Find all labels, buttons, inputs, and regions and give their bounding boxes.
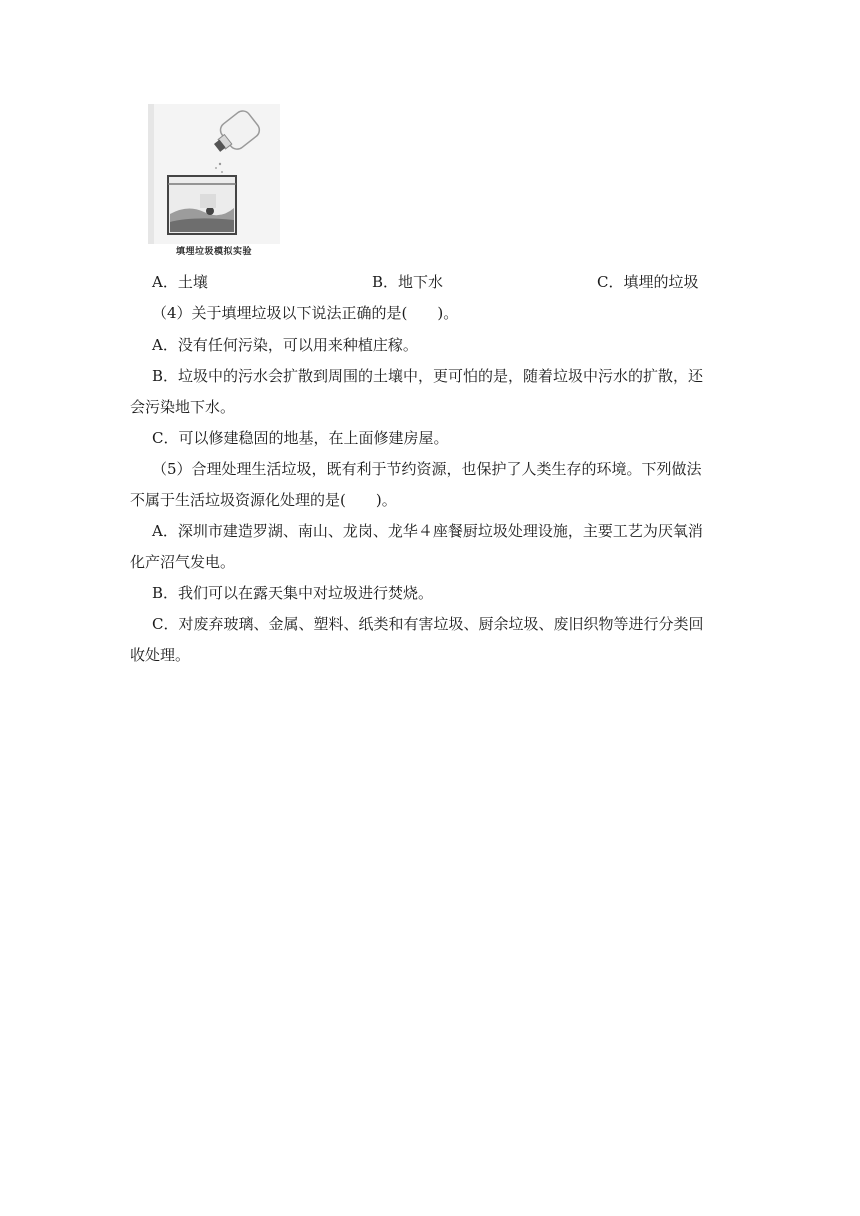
option-text: 土壤 xyxy=(177,273,208,291)
q4-option-a: A．没有任何污染，可以用来种植庄稼。 xyxy=(152,336,418,354)
option-letter: B． xyxy=(372,273,399,291)
option-text: 地下水 xyxy=(398,273,444,291)
q5-option-c-line2: 收处理。 xyxy=(130,646,191,664)
q5-stem-line2: 不属于生活垃圾资源化处理的是( )。 xyxy=(130,491,397,509)
q5-option-b: B．我们可以在露天集中对垃圾进行焚烧。 xyxy=(152,584,434,602)
option-text: 填埋的垃圾 xyxy=(623,273,699,291)
q3-option-a xyxy=(152,272,208,292)
q5-option-c-line1: C．对废弃玻璃、金属、塑料、纸类和有害垃圾、厨余垃圾、废旧织物等进行分类回 xyxy=(152,615,704,633)
option-letter: A． xyxy=(152,273,178,291)
q5-stem-line1: （5）合理处理生活垃圾，既有利于节约资源，也保护了人类生存的环境。下列做法 xyxy=(152,460,702,478)
landfill-experiment-illustration xyxy=(148,104,280,244)
q4-option-b-line2: 会污染地下水。 xyxy=(130,398,236,416)
q3-option-c xyxy=(597,272,699,292)
q3-option-b xyxy=(372,272,443,292)
q5-option-a-line1: A．深圳市建造罗湖、南山、龙岗、龙华４座餐厨垃圾处理设施，主要工艺为厌氧消 xyxy=(152,522,703,540)
landfill-experiment-figure xyxy=(148,104,280,260)
q5-option-a-line2: 化产沼气发电。 xyxy=(130,553,236,571)
figure-caption: 填埋垃圾模拟实验 xyxy=(175,247,252,257)
q4-stem: （4）关于填埋垃圾以下说法正确的是( )。 xyxy=(152,304,459,322)
option-letter: C． xyxy=(597,273,624,291)
q4-option-b-line1: B．垃圾中的污水会扩散到周围的土壤中，更可怕的是，随着垃圾中污水的扩散，还 xyxy=(152,367,704,385)
q4-option-c: C．可以修建稳固的地基，在上面修建房屋。 xyxy=(152,429,449,447)
